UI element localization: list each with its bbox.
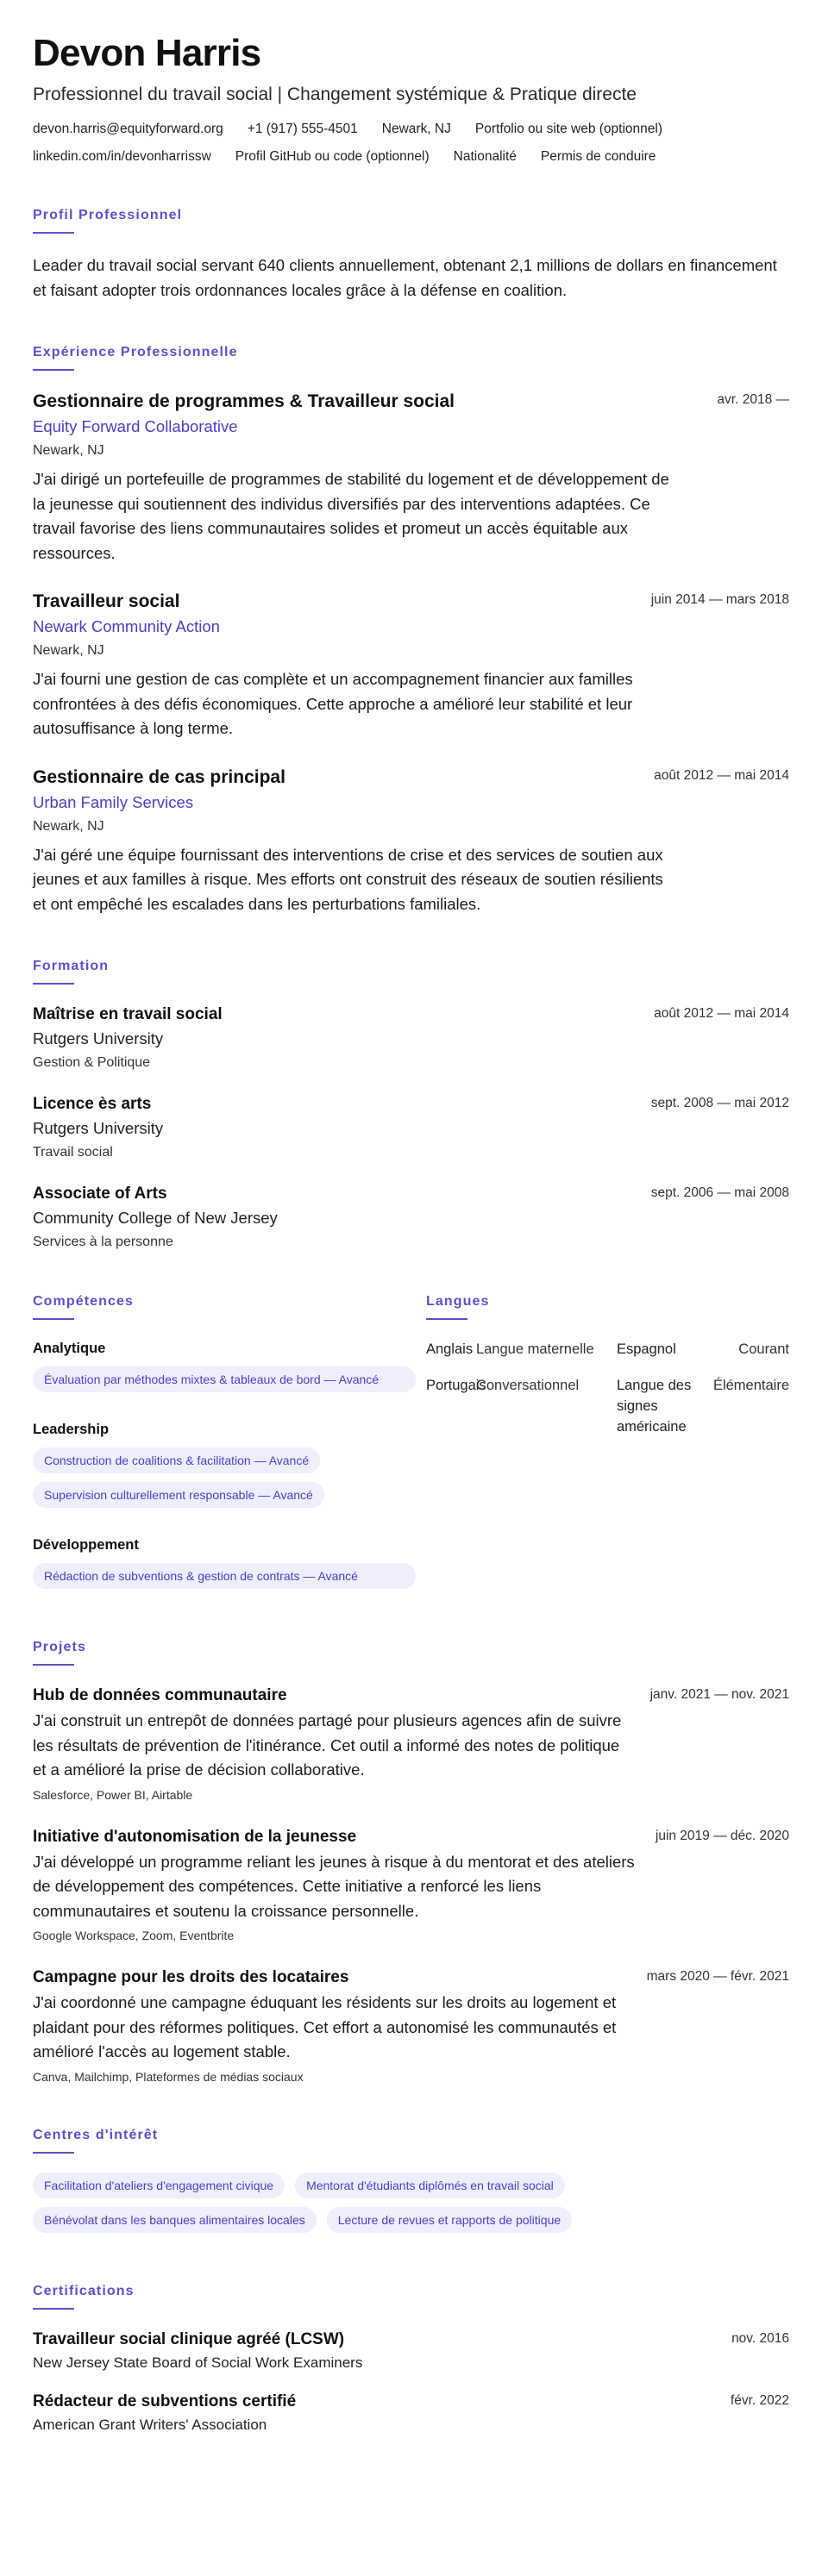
skill-group [33, 1535, 426, 1597]
contact-linkedin[interactable]: linkedin.com/in/devonharrissw [33, 149, 211, 164]
edu-field: Travail social [33, 1145, 113, 1160]
candidate-name: Devon Harris [33, 32, 261, 74]
skill-chip: Rédaction de subventions & gestion de contrats — Avancé [33, 1563, 416, 1589]
education-section [33, 958, 789, 1252]
job-title: Travailleur social [33, 591, 180, 611]
edu-degree: Maîtrise en travail social [33, 1005, 223, 1023]
section-divider [33, 983, 74, 985]
language-level: Élémentaire [712, 1378, 789, 1393]
project-tech: Salesforce, Power BI, Airtable [33, 1787, 193, 1802]
contact-github[interactable]: Profil GitHub ou code (optionnel) [235, 149, 430, 164]
job-date: juin 2014 — mars 2018 [650, 592, 789, 607]
job-location: Newark, NJ [33, 443, 104, 458]
skill-chip: Évaluation par méthodes mixtes & tableaux de bord — Avancé [33, 1366, 416, 1392]
project-tech: Canva, Mailchimp, Plateformes de médias sociaux [33, 2069, 304, 2084]
job-company: Newark Community Action [33, 617, 220, 635]
job-description: J'ai géré une équipe fournissant des interventions de crise et des services de soutien aux jeunes et aux familles à risque. Mes efforts ont construit des réseaux de soutien résilients et ont empêché les escalades dans les perturbations familiales. [33, 845, 663, 913]
profile-section [33, 207, 789, 303]
interest-chips [33, 2173, 789, 2241]
edu-date: sept. 2006 — mai 2008 [650, 1185, 789, 1200]
skills-languages-row [33, 1293, 789, 1597]
project-description: J'ai construit un entrepôt de données partagé pour plusieurs agences afin de suivre les résultats de prévention de l'itinérance. Cet outil a informé des notes de politique et a amélioré la prise de décision collaborative. [33, 1711, 622, 1779]
language-name: Langue des signes américaine [616, 1378, 692, 1435]
skill-category: Leadership [33, 1422, 110, 1437]
section-divider [33, 1664, 74, 1666]
certification-item [33, 2391, 789, 2435]
cert-date: nov. 2016 [731, 2330, 789, 2346]
interest-chip: Bénévolat dans les banques alimentaires locales [33, 2207, 317, 2233]
skill-category: Développement [33, 1537, 139, 1553]
contact-portfolio[interactable]: Portfolio ou site web (optionnel) [474, 122, 663, 136]
experience-section [33, 344, 789, 916]
edu-school: Rutgers University [33, 1029, 164, 1047]
section-title: Projets [33, 1640, 86, 1654]
project-title: Campagne pour les droits des locataires [33, 1968, 349, 1986]
section-title: Langues [425, 1294, 490, 1309]
section-title: Expérience Professionnelle [33, 345, 238, 360]
edu-school: Rutgers University [33, 1119, 164, 1137]
certifications-section [33, 2283, 789, 2435]
project-date: mars 2020 — févr. 2021 [646, 1969, 789, 1984]
contact-location: Newark, NJ [381, 122, 451, 136]
section-title: Profil Professionnel [33, 208, 183, 222]
section-divider [33, 2308, 74, 2310]
cert-issuer: American Grant Writers' Association [33, 2416, 267, 2433]
project-description: J'ai développé un programme reliant les jeunes à risque à du mentorat et des ateliers de développement des compétences. Cette initiative a renforcé les liens communautaires et soutenu la croissance personnelle. [33, 1852, 635, 1920]
education-item [33, 1093, 789, 1162]
contact-list [33, 121, 789, 166]
job-title: Gestionnaire de cas principal [33, 766, 286, 787]
project-date: juin 2019 — déc. 2020 [655, 1828, 789, 1843]
interest-chip: Facilitation d'ateliers d'engagement civique [33, 2173, 285, 2198]
language-name: Anglais [425, 1341, 474, 1357]
experience-item [33, 766, 789, 917]
edu-date: sept. 2008 — mai 2012 [650, 1096, 789, 1110]
education-item [33, 1004, 789, 1072]
job-company: Equity Forward Collaborative [33, 417, 238, 435]
section-title: Compétences [33, 1294, 135, 1309]
job-date: août 2012 — mai 2014 [654, 767, 789, 783]
edu-degree: Licence ès arts [33, 1095, 152, 1113]
contact-nationality: Nationalité [453, 149, 517, 164]
skill-chip: Supervision culturellement responsable — Avancé [33, 1482, 324, 1508]
interest-chip: Mentorat d'étudiants diplômés en travail social [295, 2173, 565, 2198]
project-item [33, 1826, 789, 1945]
experience-item [33, 590, 789, 741]
job-location: Newark, NJ [33, 818, 104, 834]
project-item [33, 1685, 789, 1804]
contact-license: Permis de conduire [540, 149, 656, 164]
job-title: Gestionnaire de programmes & Travailleur social [33, 391, 455, 411]
section-divider [33, 369, 74, 371]
job-date: avr. 2018 — [717, 392, 789, 407]
contact-phone[interactable]: +1 (917) 555-4501 [247, 122, 358, 136]
language-name: Portugais [425, 1378, 486, 1393]
interest-chip: Lecture de revues et rapports de politique [327, 2207, 572, 2233]
edu-school: Community College of New Jersey [33, 1209, 278, 1227]
project-title: Hub de données communautaire [33, 1686, 287, 1704]
cert-issuer: New Jersey State Board of Social Work Examiners [33, 2354, 363, 2371]
cert-name: Rédacteur de subventions certifié [33, 2392, 297, 2410]
project-tech: Google Workspace, Zoom, Eventbrite [33, 1929, 235, 1942]
job-description: J'ai dirigé un portefeuille de programmes de stabilité du logement et de développement de la jeunesse qui soutiennent des individus diversifiés par des interventions adaptées. Ce travail favorise des liens communautaires solides et promeut un accès équitable aux ressources. [33, 470, 669, 562]
language-level: Conversationnel [475, 1378, 580, 1393]
project-item [33, 1966, 789, 2085]
projects-section [33, 1639, 789, 2085]
resume-header [33, 31, 789, 166]
project-description: J'ai coordonné une campagne éduquant les résidents sur les droits au logement et plaidant pour des réformes politiques. Cet effort a autonomisé les communautés et amélioré l'accès au logement stable. [33, 1993, 617, 2060]
languages-section [426, 1293, 789, 1597]
section-divider [33, 2152, 74, 2154]
skill-category: Analytique [33, 1341, 106, 1356]
section-title: Formation [33, 959, 110, 973]
skills-section [33, 1293, 426, 1597]
project-title: Initiative d'autonomisation de la jeunesse [33, 1827, 357, 1846]
language-level: Courant [738, 1341, 789, 1357]
section-divider [33, 232, 74, 234]
language-level: Langue maternelle [475, 1341, 594, 1357]
cert-date: févr. 2022 [730, 2392, 789, 2408]
section-title: Centres d'intérêt [33, 2127, 159, 2142]
skill-group [33, 1339, 426, 1401]
edu-date: août 2012 — mai 2014 [654, 1006, 789, 1021]
interests-section [33, 2127, 789, 2241]
profile-summary: Leader du travail social servant 640 clients annuellement, obtenant 2,1 millions de dollars en financement et faisant adopter trois ordonnances locales grâce à la défense en coalition. [33, 256, 777, 299]
language-list [426, 1339, 789, 1437]
language-name: Espagnol [616, 1341, 676, 1357]
skill-chip: Construction de coalitions & facilitation — Avancé [33, 1447, 320, 1473]
contact-email[interactable]: devon.harris@equityforward.org [33, 122, 223, 136]
section-title: Certifications [33, 2283, 135, 2298]
candidate-headline: Professionnel du travail social | Changement systémique & Pratique directe [33, 84, 637, 104]
education-item [33, 1183, 789, 1252]
edu-field: Services à la personne [33, 1235, 173, 1249]
edu-degree: Associate of Arts [33, 1185, 167, 1203]
skill-group [33, 1420, 426, 1516]
experience-item [33, 390, 789, 566]
cert-name: Travailleur social clinique agréé (LCSW) [33, 2329, 345, 2348]
section-divider [33, 1318, 74, 1320]
section-divider [426, 1318, 467, 1320]
edu-field: Gestion & Politique [33, 1055, 151, 1070]
certification-item [33, 2329, 789, 2373]
job-location: Newark, NJ [33, 643, 104, 658]
job-description: J'ai fourni une gestion de cas complète et un accompagnement financier aux familles confrontées à des défis économiques. Cette approche a amélioré leur stabilité et leur autosuffisance à long terme. [33, 670, 633, 737]
job-company: Urban Family Services [33, 792, 194, 811]
project-date: janv. 2021 — nov. 2021 [649, 1687, 789, 1702]
